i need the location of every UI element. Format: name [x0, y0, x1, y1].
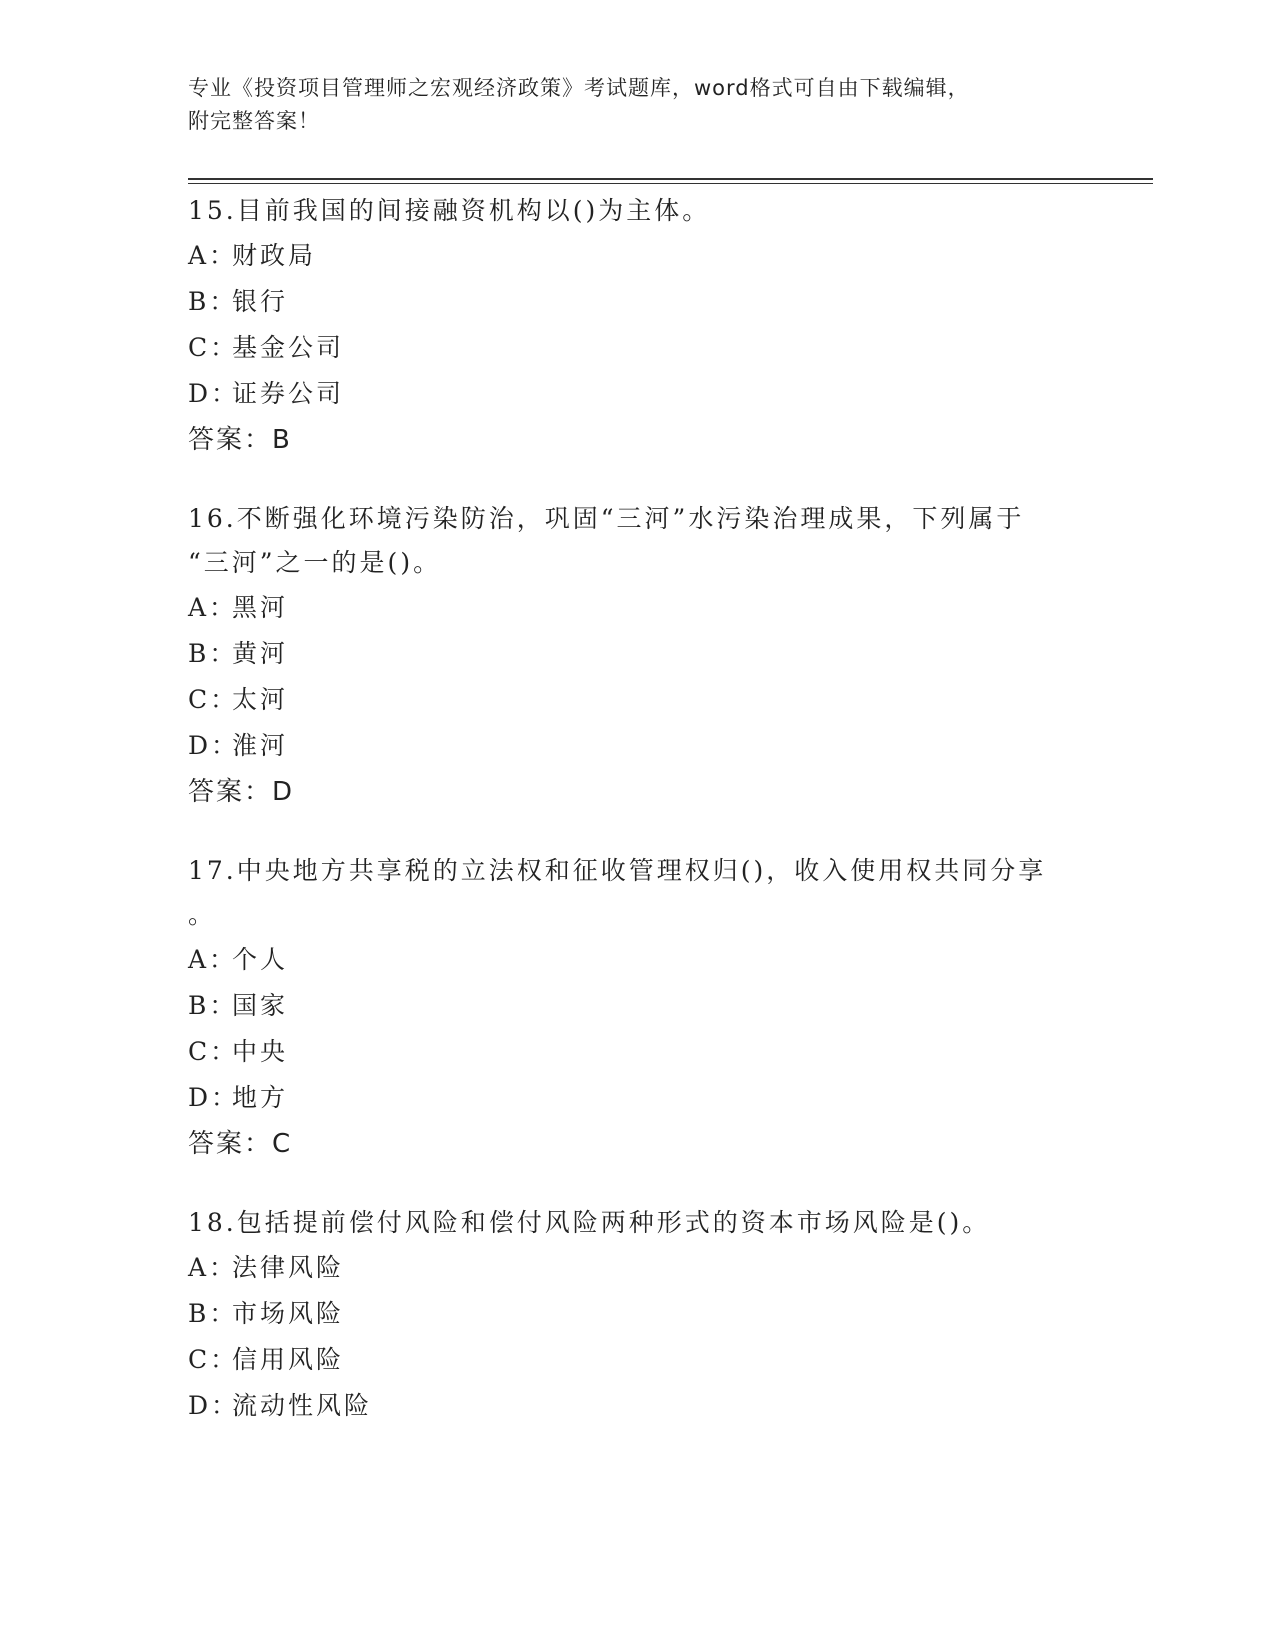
option-d	[188, 1383, 1088, 1429]
question-stem	[188, 497, 1088, 585]
header-divider-thin	[188, 183, 1153, 184]
option-text: 银行	[232, 287, 289, 316]
option-letter: B：	[188, 1299, 238, 1328]
question-stem-line: 15.目前我国的间接融资机构以()为主体。	[188, 196, 711, 225]
option-letter: D：	[188, 731, 240, 760]
option-a	[188, 585, 1088, 631]
option-letter: A：	[188, 241, 238, 270]
option-a	[188, 1245, 1088, 1291]
option-text: 地方	[232, 1083, 289, 1112]
option-letter: C：	[188, 1345, 239, 1374]
option-letter: D：	[188, 1391, 240, 1420]
document-header	[188, 72, 1068, 138]
option-c	[188, 677, 1088, 723]
option-text: 国家	[232, 991, 289, 1020]
question-15	[188, 189, 1088, 463]
option-letter: A：	[188, 945, 238, 974]
option-text: 黄河	[232, 639, 289, 668]
option-text: 基金公司	[232, 333, 345, 362]
option-b	[188, 279, 1088, 325]
option-text: 黑河	[232, 593, 289, 622]
option-a	[188, 233, 1088, 279]
option-d	[188, 371, 1088, 417]
option-text: 太河	[232, 685, 289, 714]
header-divider-thick	[188, 178, 1153, 180]
question-16	[188, 497, 1088, 815]
option-letter: B：	[188, 287, 238, 316]
answer-line: 答案：C	[188, 1129, 293, 1159]
option-b	[188, 631, 1088, 677]
question-18	[188, 1201, 1088, 1429]
answer-line: 答案：D	[188, 777, 295, 807]
question-stem-line: 18.包括提前偿付风险和偿付风险两种形式的资本市场风险是()。	[188, 1208, 991, 1237]
option-letter: B：	[188, 991, 238, 1020]
answer-line: 答案：B	[188, 425, 292, 455]
option-text: 财政局	[232, 241, 317, 270]
option-letter: A：	[188, 593, 238, 622]
question-stem	[188, 849, 1088, 937]
option-b	[188, 983, 1088, 1029]
option-text: 信用风险	[232, 1345, 345, 1374]
option-text: 法律风险	[232, 1253, 345, 1282]
header-line-2: 附完整答案！	[188, 109, 320, 133]
option-letter: C：	[188, 685, 239, 714]
option-text: 淮河	[232, 731, 289, 760]
question-stem	[188, 189, 1088, 233]
option-letter: C：	[188, 333, 239, 362]
option-d	[188, 1075, 1088, 1121]
question-stem-line: 16.不断强化环境污染防治，巩固“三河”水污染治理成果，下列属于	[188, 504, 1025, 533]
option-letter: D：	[188, 379, 240, 408]
option-d	[188, 723, 1088, 769]
option-letter: D：	[188, 1083, 240, 1112]
option-letter: A：	[188, 1253, 238, 1282]
option-a	[188, 937, 1088, 983]
question-stem-line: 17.中央地方共享税的立法权和征收管理权归()，收入使用权共同分享	[188, 856, 1047, 885]
question-list	[188, 189, 1088, 1463]
option-text: 市场风险	[232, 1299, 345, 1328]
header-line-1: 专业《投资项目管理师之宏观经济政策》考试题库，word格式可自由下载编辑，	[188, 76, 970, 100]
option-letter: B：	[188, 639, 238, 668]
question-17	[188, 849, 1088, 1167]
option-c	[188, 1029, 1088, 1075]
option-letter: C：	[188, 1037, 239, 1066]
option-c	[188, 325, 1088, 371]
option-text: 个人	[232, 945, 289, 974]
question-stem-line: “三河”之一的是()。	[188, 548, 442, 577]
option-text: 流动性风险	[232, 1391, 373, 1420]
option-text: 证券公司	[232, 379, 345, 408]
option-text: 中央	[232, 1037, 289, 1066]
question-stem-line: 。	[188, 900, 217, 929]
option-b	[188, 1291, 1088, 1337]
option-c	[188, 1337, 1088, 1383]
question-stem	[188, 1201, 1088, 1245]
